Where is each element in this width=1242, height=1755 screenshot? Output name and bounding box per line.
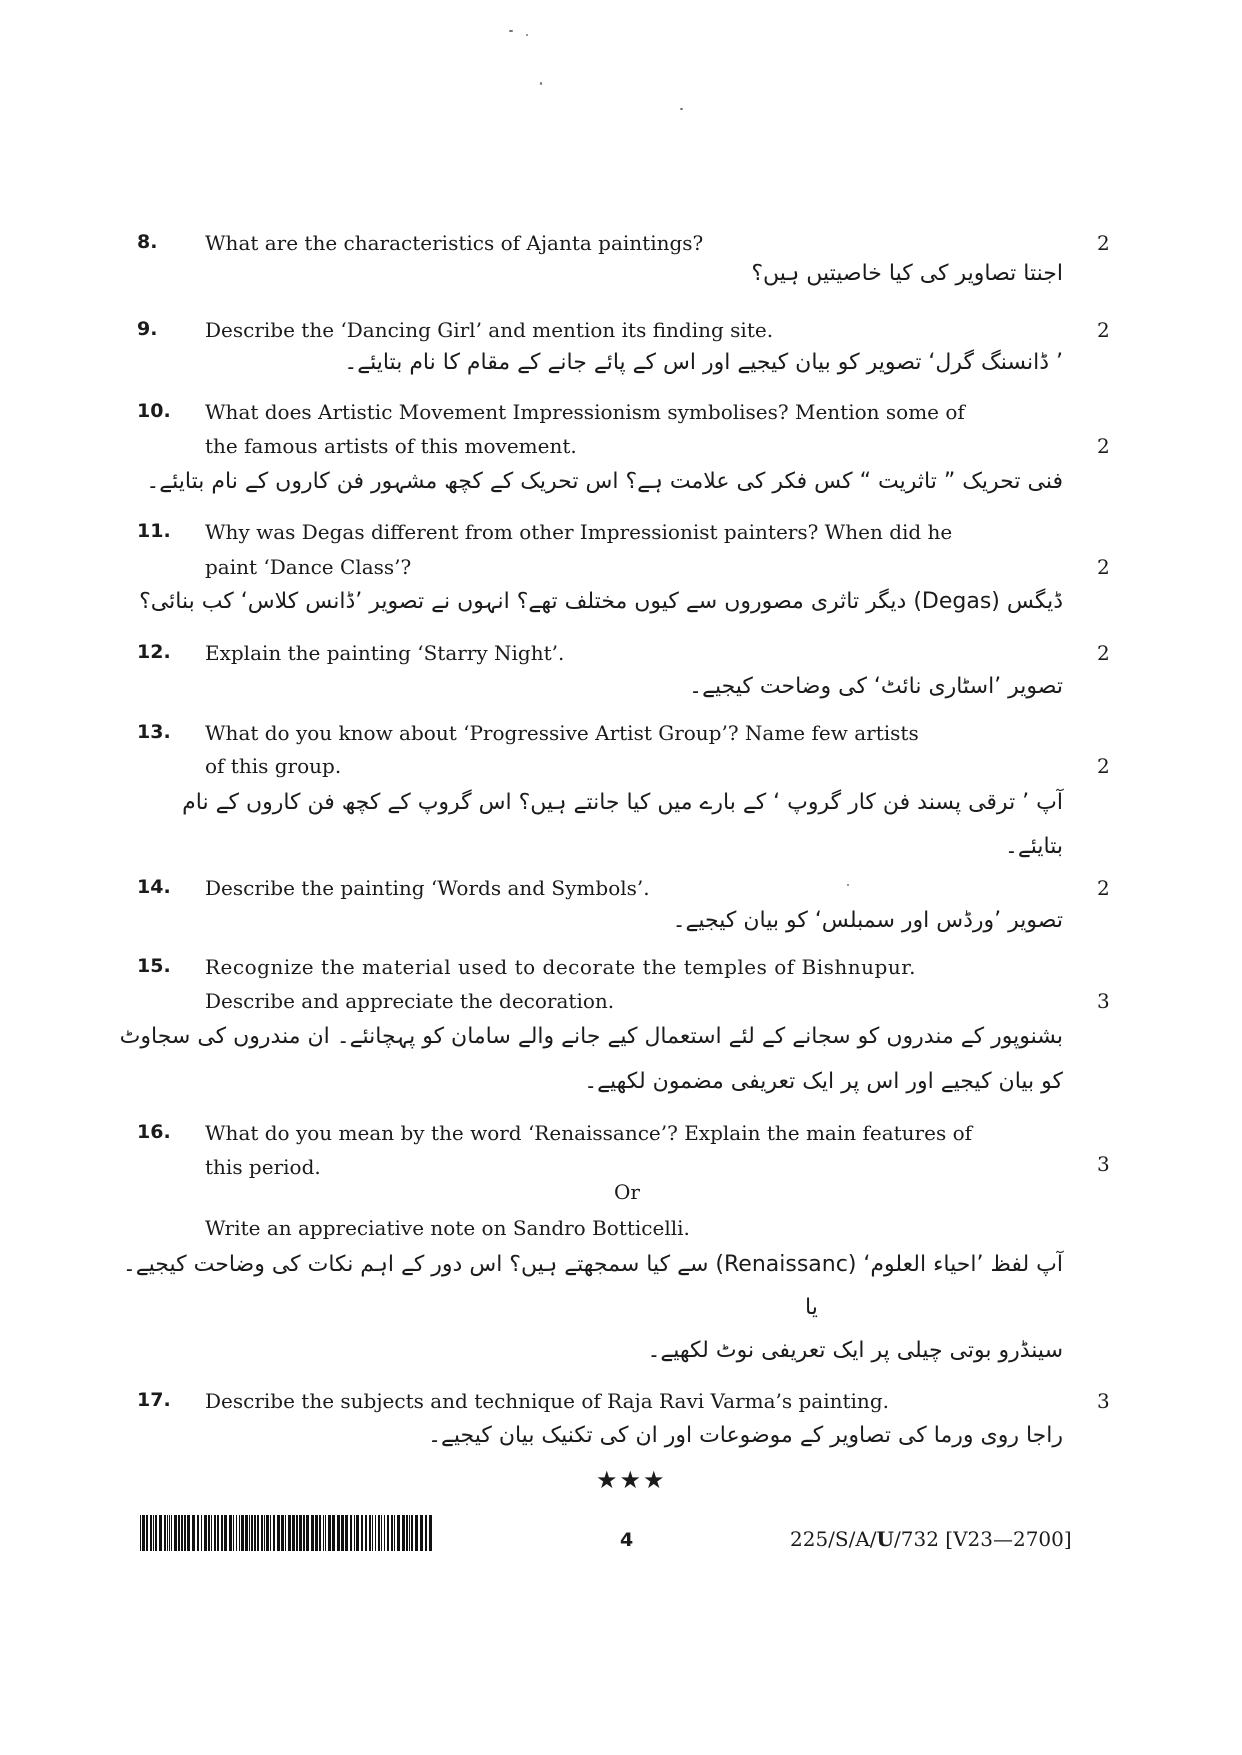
- barcode-bar: [341, 1515, 344, 1551]
- barcode-bar: [420, 1515, 423, 1551]
- barcode-bar: [249, 1515, 250, 1551]
- barcode-bar: [140, 1515, 141, 1551]
- barcode-bar: [257, 1515, 259, 1551]
- barcode-bar: [311, 1515, 314, 1551]
- barcode-bar: [288, 1515, 291, 1551]
- question-text-english: Explain the painting ‘Starry Night’.: [205, 641, 565, 665]
- barcode-bar: [233, 1515, 234, 1551]
- barcode-bar: [211, 1515, 212, 1551]
- page-number: 4: [620, 1529, 634, 1551]
- barcode-bar: [217, 1515, 219, 1551]
- barcode-bar: [197, 1515, 199, 1551]
- barcode-bar: [306, 1515, 309, 1551]
- barcode-bar: [425, 1515, 427, 1551]
- question-text-english: Describe and appreciate the decoration.: [205, 989, 615, 1013]
- barcode-bar: [315, 1515, 318, 1551]
- question-text-urdu: آپ لفظ ’احیاء العلوم‘ (Renaissanc) سے کیا سمجھتے ہیں؟ اس دور کے اہم نکات کی وضاحت کیجیے۔: [122, 1252, 1063, 1277]
- question-text-english: What are the characteristics of Ajanta paintings?: [205, 231, 704, 255]
- question-number: 16.: [137, 1121, 171, 1143]
- question-text-urdu: اجنتا تصاویر کی کیا خاصیتیں ہیں؟: [751, 261, 1063, 286]
- barcode-bar: [159, 1515, 162, 1551]
- barcode-bar: [251, 1515, 253, 1551]
- barcode-bar: [345, 1515, 348, 1551]
- barcode-bar: [229, 1515, 232, 1551]
- question-text-urdu: ’ ڈانسنگ گرل‘ تصویر کو بیان کیجیے اور اس کے پائے جانے کے مقام کا نام بتایئے۔: [344, 350, 1063, 375]
- barcode-bar: [181, 1515, 183, 1551]
- barcode-bar: [254, 1515, 256, 1551]
- question-text-english-alt: Write an appreciative note on Sandro Botticelli.: [205, 1216, 690, 1240]
- paper-code-version: [V23—2700]: [945, 1527, 1072, 1551]
- barcode-bar: [415, 1515, 418, 1551]
- question-number: 11.: [137, 520, 171, 542]
- question-number: 17.: [137, 1389, 171, 1411]
- barcode-bar: [365, 1515, 367, 1551]
- question-text-urdu: بتایئے۔: [1004, 834, 1063, 859]
- scan-speck: [540, 82, 542, 85]
- question-text-english: Describe the ‘Dancing Girl’ and mention its finding site.: [205, 318, 774, 342]
- question-text-english: Why was Degas different from other Impressionist painters? When did he: [205, 520, 953, 544]
- barcode-bar: [384, 1515, 385, 1551]
- or-separator: Or: [614, 1180, 640, 1204]
- question-marks: 3: [1097, 1389, 1110, 1413]
- barcode-bar: [332, 1515, 335, 1551]
- barcode-bar: [236, 1515, 237, 1551]
- barcode-bar: [369, 1515, 371, 1551]
- barcode-bar: [337, 1515, 340, 1551]
- barcode-bar: [239, 1515, 240, 1551]
- barcode-bar: [204, 1515, 207, 1551]
- question-number: 12.: [137, 641, 171, 663]
- barcode-bar: [214, 1515, 216, 1551]
- barcode-bar: [178, 1515, 180, 1551]
- barcode-bar: [264, 1515, 265, 1551]
- barcode-bar: [150, 1515, 152, 1551]
- barcode-bar: [184, 1515, 186, 1551]
- question-number: 10.: [137, 400, 171, 422]
- question-number: 13.: [137, 721, 171, 743]
- barcode-bar: [221, 1515, 223, 1551]
- scan-speck: [526, 34, 528, 36]
- barcode-bar: [299, 1515, 302, 1551]
- barcode-bar: [261, 1515, 263, 1551]
- question-marks: 2: [1097, 434, 1110, 458]
- barcode-bar: [381, 1515, 382, 1551]
- end-stars: ★★★: [596, 1466, 667, 1494]
- question-text-english: What does Artistic Movement Impressionism symbolises? Mention some of: [205, 400, 965, 424]
- barcode-bar: [153, 1515, 154, 1551]
- question-text-urdu: ڈیگس (Degas) دیگر تاثری مصوروں سے کیوں مختلف تھے؟ انہوں نے تصویر ’ڈانس کلاس‘ کب بنائی؟: [139, 589, 1063, 614]
- barcode-bar: [361, 1515, 363, 1551]
- barcode-bar: [296, 1515, 298, 1551]
- barcode: [140, 1515, 436, 1551]
- barcode-bar: [402, 1515, 405, 1551]
- question-number: 8.: [137, 231, 158, 253]
- barcode-bar: [387, 1515, 389, 1551]
- paper-code-number: /732: [894, 1527, 939, 1551]
- question-text-english: of this group.: [205, 754, 342, 778]
- barcode-bar: [277, 1515, 280, 1551]
- barcode-bar: [142, 1515, 145, 1551]
- barcode-bar: [350, 1515, 352, 1551]
- barcode-bar: [146, 1515, 148, 1551]
- question-marks: 2: [1097, 876, 1110, 900]
- barcode-bar: [281, 1515, 284, 1551]
- question-number: 14.: [137, 876, 171, 898]
- barcode-bar: [397, 1515, 400, 1551]
- barcode-bar: [167, 1515, 168, 1551]
- question-number: 9.: [137, 318, 158, 340]
- question-marks: 2: [1097, 754, 1110, 778]
- question-marks: 3: [1097, 989, 1110, 1013]
- question-text-english: Recognize the material used to decorate the temples of Bishnupur.: [205, 955, 916, 979]
- scan-speck: [847, 884, 849, 886]
- barcode-bar: [303, 1515, 305, 1551]
- barcode-bar: [356, 1515, 359, 1551]
- barcode-bar: [171, 1515, 172, 1551]
- barcode-bar: [192, 1515, 195, 1551]
- barcode-bar: [375, 1515, 376, 1551]
- barcode-bar: [406, 1515, 408, 1551]
- barcode-bar: [411, 1515, 413, 1551]
- or-separator-urdu: یا: [805, 1295, 818, 1320]
- barcode-bar: [224, 1515, 227, 1551]
- barcode-bar: [245, 1515, 248, 1551]
- barcode-bar: [174, 1515, 177, 1551]
- question-text-english: What do you mean by the word ‘Renaissance’? Explain the main features of: [205, 1121, 973, 1145]
- question-marks: 2: [1097, 641, 1110, 665]
- barcode-bar: [409, 1515, 410, 1551]
- barcode-bar: [266, 1515, 269, 1551]
- paper-code-medium: U: [876, 1527, 894, 1551]
- barcode-bar: [325, 1515, 326, 1551]
- barcode-bar: [391, 1515, 393, 1551]
- question-text-urdu-alt: سینڈرو بوتی چیلی پر ایک تعریفی نوٹ لکھیے۔: [647, 1338, 1063, 1363]
- question-text-english: What do you know about ‘Progressive Artist Group’? Name few artists: [205, 721, 919, 745]
- question-number: 15.: [137, 955, 171, 977]
- barcode-bar: [372, 1515, 373, 1551]
- question-text-english: Describe the painting ‘Words and Symbols’.: [205, 876, 650, 900]
- question-marks: 2: [1097, 318, 1110, 342]
- barcode-bar: [241, 1515, 244, 1551]
- question-text-english: paint ‘Dance Class’?: [205, 555, 412, 579]
- paper-code: [790, 1527, 1072, 1551]
- barcode-bar: [201, 1515, 202, 1551]
- question-text-english: the famous artists of this movement.: [205, 434, 577, 458]
- barcode-bar: [169, 1515, 170, 1551]
- barcode-bar: [328, 1515, 331, 1551]
- question-text-urdu: فنی تحریک ” تاثریت “ کس فکر کی علامت ہے؟ اس تحریک کے کچھ مشہور فن کاروں کے نام بتایئے۔: [146, 469, 1063, 494]
- barcode-bar: [285, 1515, 286, 1551]
- question-marks: 3: [1097, 1152, 1110, 1176]
- question-text-urdu: تصویر ’اسٹاری نائٹ‘ کی وضاحت کیجیے۔: [689, 674, 1063, 699]
- question-marks: 2: [1097, 231, 1110, 255]
- barcode-bar: [429, 1515, 432, 1551]
- question-text-urdu: کو بیان کیجیے اور اس پر ایک تعریفی مضمون لکھیے۔: [584, 1069, 1063, 1094]
- question-text-english: this period.: [205, 1155, 321, 1179]
- paper-code-prefix: 225/S/A/: [790, 1527, 877, 1551]
- barcode-bar: [323, 1515, 324, 1551]
- barcode-bar: [270, 1515, 271, 1551]
- barcode-bar: [187, 1515, 190, 1551]
- barcode-bar: [378, 1515, 380, 1551]
- question-text-english: Describe the subjects and technique of Raja Ravi Varma’s painting.: [205, 1389, 889, 1413]
- barcode-bar: [273, 1515, 275, 1551]
- question-text-urdu: بشنوپور کے مندروں کو سجانے کے لئے استعمال کیے جانے والے سامان کو پہچانئے۔ ان مندروں کی سجاوٹ: [119, 1024, 1063, 1049]
- question-text-urdu: تصویر ’ورڈس اور سمبلس‘ کو بیان کیجیے۔: [672, 908, 1063, 933]
- scan-speck: [509, 30, 513, 32]
- scan-speck: [680, 108, 683, 110]
- barcode-bar: [394, 1515, 395, 1551]
- barcode-bar: [164, 1515, 166, 1551]
- question-text-urdu: راجا روی ورما کی تصاویر کے موضوعات اور ان کی تکنیک بیان کیجیے۔: [428, 1423, 1063, 1448]
- question-text-urdu: آپ ’ ترقی پسند فن کار گروپ ‘ کے بارے میں کیا جانتے ہیں؟ اس گروپ کے کچھ فن کاروں کے نام: [182, 790, 1063, 815]
- barcode-bar: [155, 1515, 157, 1551]
- barcode-bar: [319, 1515, 321, 1551]
- barcode-bar: [354, 1515, 355, 1551]
- question-marks: 2: [1097, 555, 1110, 579]
- barcode-bar: [292, 1515, 295, 1551]
- barcode-bar: [208, 1515, 210, 1551]
